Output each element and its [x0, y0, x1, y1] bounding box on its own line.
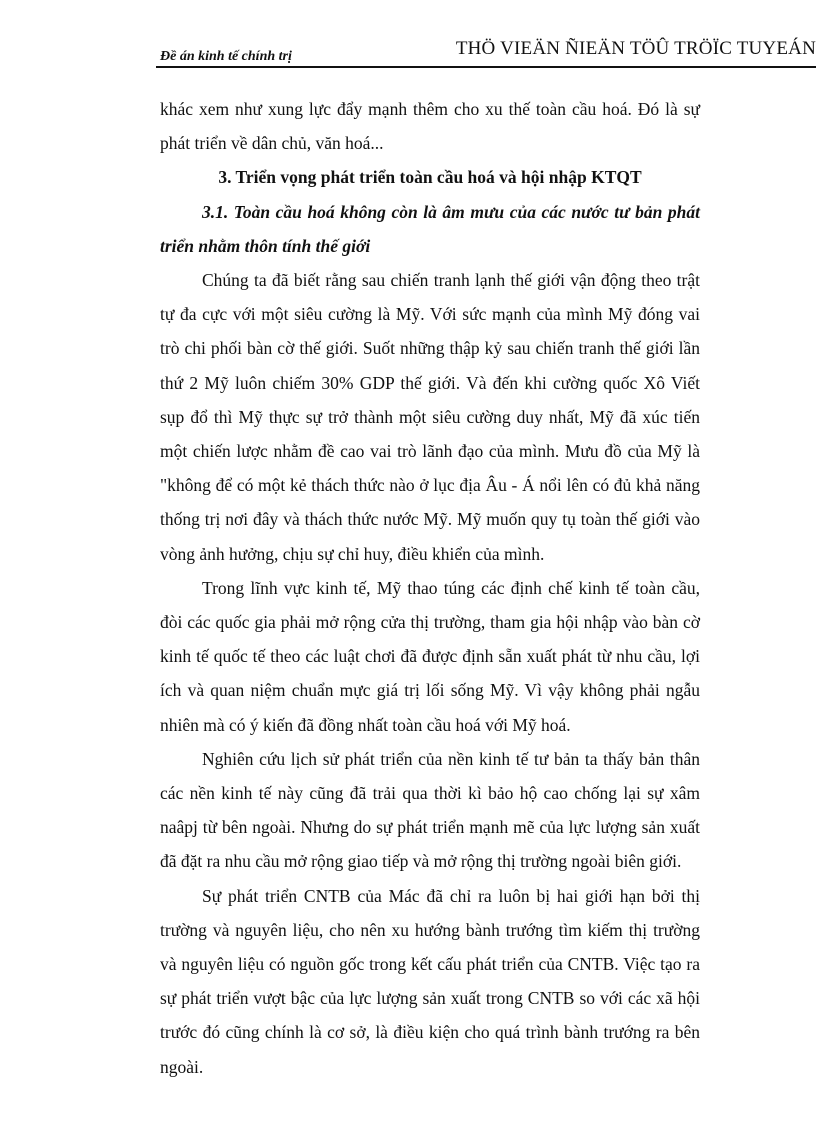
document-body [160, 92, 700, 1084]
header-document-title: Đề án kinh tế chính trị [160, 49, 292, 64]
paragraph-3: Nghiên cứu lịch sử phát triển của nền kinh tế tư bản ta thấy bản thân các nền kinh tế này cũng đã trải qua thời kì bảo hộ cao chống lại sự xâm naâpj từ bên ngoài. Nhưng do sự phát triển mạnh mẽ của lực lượng sản xuất đã đặt ra nhu cầu mở rộng giao tiếp và mở rộng thị trường ngoài biên giới. [160, 748, 700, 872]
section-heading: 3. Triển vọng phát triển toàn cầu hoá và hội nhập KTQT [218, 167, 642, 188]
paragraph-2: Trong lĩnh vực kinh tế, Mỹ thao túng các định chế kinh tế toàn cầu, đòi các quốc gia phải mở rộng cửa thị trường, tham gia hội nhập vào bàn cờ kinh tế quốc tế theo các luật chơi đã được định sẵn xuất phát từ nhu cầu, lợi ích và quan niệm chuẩn mực giá trị lối sống Mỹ. Vì vậy không phải ngẫu nhiên mà có ý kiến đã đồng nhất toàn cầu hoá với Mỹ hoá. [160, 577, 700, 735]
subsection-heading: 3.1. Toàn cầu hoá không còn là âm mưu của các nước tư bản phát triển nhằm thôn tính thế giới [160, 201, 700, 256]
paragraph-continuation: khác xem như xung lực đẩy mạnh thêm cho xu thế toàn cầu hoá. Đó là sự phát triển về dân chủ, văn hoá... [160, 99, 700, 154]
paragraph-4: Sự phát triển CNTB của Mác đã chỉ ra luôn bị hai giới hạn bởi thị trường và nguyên liệu, cho nên xu hướng bành trướng tìm kiếm thị trường và nguyên liệu có nguồn gốc trong kết cấu phát triển của CNTB. Việc tạo ra sự phát triển vượt bậc của lực lượng sản xuất trong CNTB so với các xã hội trước đó cũng chính là cơ sở, là điều kiện cho quá trình bành trướng ra bên ngoài. [160, 885, 700, 1077]
header-library-title: THÖ VIEÄN ÑIEÄN TÖÛ TRÖÏC TUYEÁN [455, 38, 816, 59]
header-divider [156, 66, 816, 68]
paragraph-1: Chúng ta đã biết rằng sau chiến tranh lạnh thế giới vận động theo trật tự đa cực với một siêu cường là Mỹ. Với sức mạnh của mình Mỹ đóng vai trò chi phối bàn cờ thế giới. Suốt những thập kỷ sau chiến tranh thế giới lần thứ 2 Mỹ luôn chiếm 30% GDP thế giới. Và đến khi cường quốc Xô Viết sụp đổ thì Mỹ thực sự trở thành một siêu cường duy nhất, Mỹ đã xúc tiến một chiến lược nhằm đề cao vai trò lãnh đạo của mình. Mưu đồ của Mỹ là "không để có một kẻ thách thức nào ở lục địa Âu - Á nổi lên có đủ khả năng thống trị nơi đây và thách thức nước Mỹ. Mỹ muốn quy tụ toàn thế giới vào vòng ảnh hưởng, chịu sự chỉ huy, điều khiển của mình. [160, 270, 700, 564]
